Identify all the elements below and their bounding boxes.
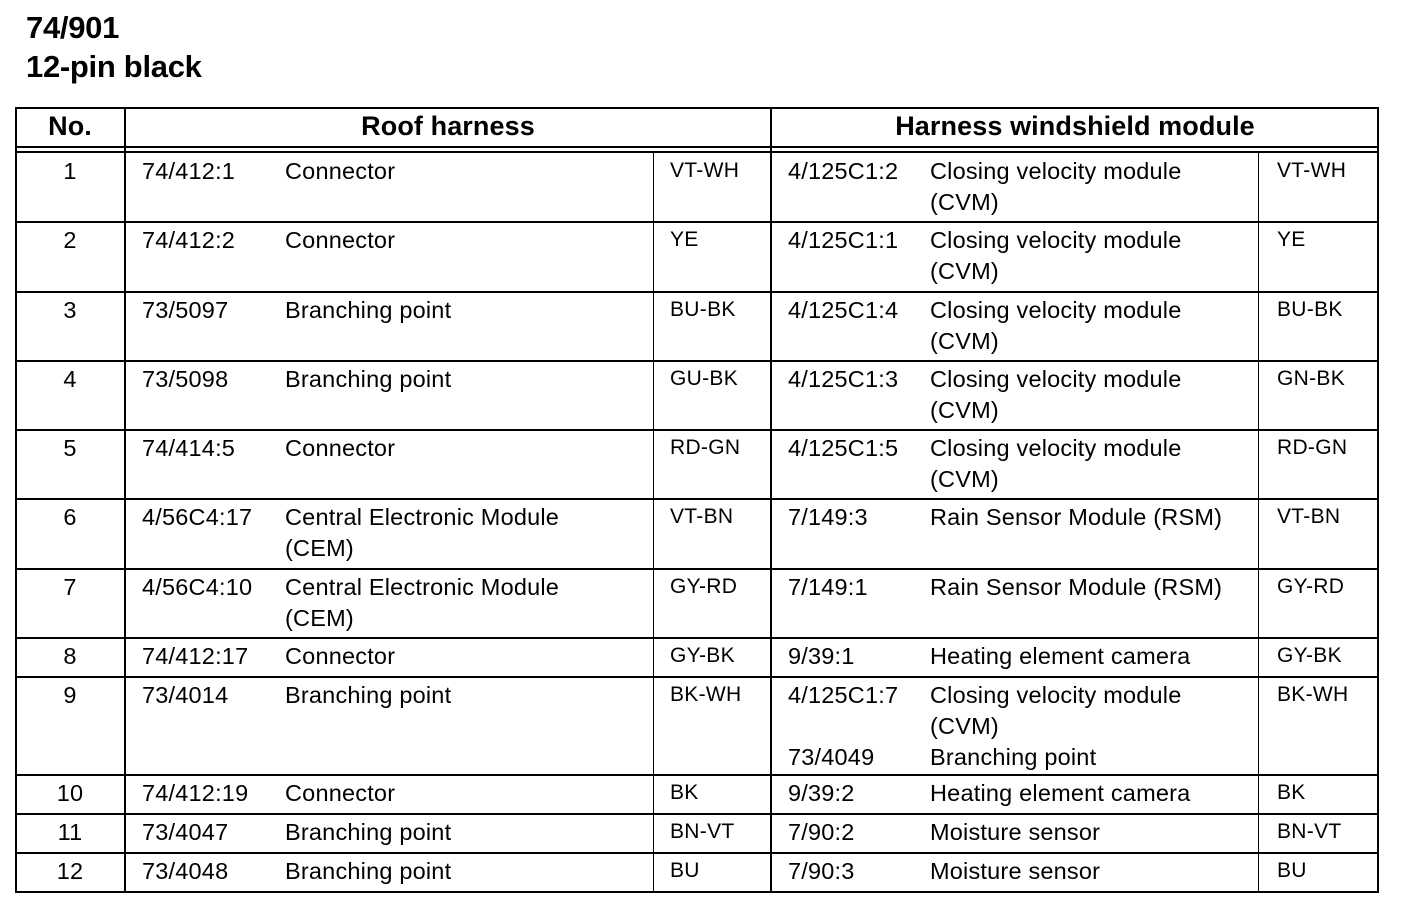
windshield-wire-color: BN-VT <box>1277 820 1342 843</box>
header-windshield-harness: Harness windshield module <box>895 111 1255 141</box>
row-divider <box>15 568 1379 570</box>
windshield-description: Branching point <box>930 744 1097 770</box>
windshield-code: 4/125C1:5 <box>788 435 899 461</box>
roof-wire-color: BU-BK <box>670 298 736 321</box>
windshield-wire-color: BK-WH <box>1277 683 1349 706</box>
roof-wire-color: GU-BK <box>670 367 739 390</box>
windshield-description: (CVM) <box>930 189 999 215</box>
pin-number: 10 <box>56 780 84 806</box>
pin-number: 5 <box>63 435 77 461</box>
connector-id: 74/901 <box>26 10 120 45</box>
pin-number: 11 <box>57 819 83 845</box>
row-divider <box>15 360 1379 362</box>
windshield-description: (CVM) <box>930 397 999 423</box>
roof-description: Branching point <box>285 682 452 708</box>
roof-description: (CEM) <box>285 605 354 631</box>
column-divider-roof-color <box>653 152 654 893</box>
roof-wire-color: BN-VT <box>670 820 735 843</box>
row-divider <box>15 852 1379 854</box>
windshield-wire-color: VT-BN <box>1277 505 1341 528</box>
row-divider <box>15 498 1379 500</box>
roof-wire-color: GY-RD <box>670 575 738 598</box>
row-divider <box>15 291 1379 293</box>
header-no: No. <box>48 111 92 141</box>
windshield-description: Heating element camera <box>930 643 1191 669</box>
roof-description: Branching point <box>285 297 452 323</box>
windshield-code: 7/149:3 <box>788 504 868 530</box>
windshield-wire-color: GY-RD <box>1277 575 1345 598</box>
windshield-code: 4/125C1:1 <box>788 227 899 253</box>
roof-wire-color: VT-BN <box>670 505 734 528</box>
windshield-wire-color: YE <box>1277 228 1306 251</box>
windshield-description: Rain Sensor Module (RSM) <box>930 504 1223 530</box>
row-divider <box>15 429 1379 431</box>
windshield-code: 9/39:1 <box>788 643 855 669</box>
windshield-wire-color: BU-BK <box>1277 298 1343 321</box>
windshield-code: 4/125C1:4 <box>788 297 899 323</box>
header-divider-upper <box>15 146 1379 148</box>
roof-description: Branching point <box>285 366 452 392</box>
pin-number: 7 <box>63 574 77 600</box>
windshield-code: 4/125C1:7 <box>788 682 899 708</box>
roof-code: 73/4048 <box>142 858 229 884</box>
pin-number: 4 <box>63 366 77 392</box>
pin-number: 2 <box>63 227 77 253</box>
roof-description: (CEM) <box>285 535 354 561</box>
roof-code: 73/5097 <box>142 297 229 323</box>
windshield-description: Moisture sensor <box>930 819 1101 845</box>
pin-number: 9 <box>63 682 77 708</box>
windshield-code: 7/90:3 <box>788 858 855 884</box>
windshield-code: 73/4049 <box>788 744 875 770</box>
windshield-wire-color: RD-GN <box>1277 436 1348 459</box>
roof-description: Branching point <box>285 819 452 845</box>
windshield-description: Heating element camera <box>930 780 1191 806</box>
roof-code: 74/412:2 <box>142 227 236 253</box>
roof-code: 74/412:19 <box>142 780 249 806</box>
header-divider-lower <box>15 151 1379 153</box>
roof-wire-color: YE <box>670 228 699 251</box>
windshield-wire-color: BK <box>1277 781 1306 804</box>
windshield-description: Moisture sensor <box>930 858 1101 884</box>
row-divider <box>15 774 1379 776</box>
connector-description: 12-pin black <box>26 49 202 84</box>
roof-wire-color: VT-WH <box>670 159 740 182</box>
roof-code: 74/414:5 <box>142 435 236 461</box>
windshield-description: Closing velocity module <box>930 297 1182 323</box>
windshield-description: Closing velocity module <box>930 682 1182 708</box>
pin-number: 12 <box>56 858 84 884</box>
roof-code: 4/56C4:17 <box>142 504 253 530</box>
pin-number: 8 <box>63 643 77 669</box>
roof-wire-color: GY-BK <box>670 644 735 667</box>
windshield-code: 4/125C1:3 <box>788 366 899 392</box>
roof-description: Connector <box>285 643 396 669</box>
windshield-description: (CVM) <box>930 258 999 284</box>
roof-description: Connector <box>285 435 396 461</box>
windshield-wire-color: GY-BK <box>1277 644 1342 667</box>
pin-table <box>15 107 1379 893</box>
header-roof-harness: Roof harness <box>361 111 535 141</box>
windshield-description: (CVM) <box>930 713 999 739</box>
pin-number: 6 <box>63 504 77 530</box>
row-divider <box>15 221 1379 223</box>
row-divider <box>15 676 1379 678</box>
roof-code: 74/412:1 <box>142 158 236 184</box>
windshield-description: Closing velocity module <box>930 227 1182 253</box>
windshield-description: Rain Sensor Module (RSM) <box>930 574 1223 600</box>
windshield-description: (CVM) <box>930 466 999 492</box>
windshield-wire-color: VT-WH <box>1277 159 1347 182</box>
windshield-description: Closing velocity module <box>930 158 1182 184</box>
roof-description: Central Electronic Module <box>285 574 560 600</box>
roof-description: Connector <box>285 780 396 806</box>
roof-wire-color: BK <box>670 781 699 804</box>
table-border-top <box>15 107 1379 109</box>
windshield-code: 7/90:2 <box>788 819 855 845</box>
windshield-code: 9/39:2 <box>788 780 855 806</box>
windshield-description: Closing velocity module <box>930 366 1182 392</box>
roof-wire-color: BU <box>670 859 700 882</box>
roof-code: 4/56C4:10 <box>142 574 253 600</box>
roof-code: 73/4047 <box>142 819 229 845</box>
roof-description: Branching point <box>285 858 452 884</box>
windshield-code: 7/149:1 <box>788 574 868 600</box>
windshield-wire-color: BU <box>1277 859 1307 882</box>
roof-description: Central Electronic Module <box>285 504 560 530</box>
windshield-wire-color: GN-BK <box>1277 367 1346 390</box>
roof-description: Connector <box>285 227 396 253</box>
windshield-description: (CVM) <box>930 328 999 354</box>
roof-code: 73/5098 <box>142 366 229 392</box>
windshield-description: Closing velocity module <box>930 435 1182 461</box>
roof-wire-color: RD-GN <box>670 436 741 459</box>
roof-wire-color: BK-WH <box>670 683 742 706</box>
pin-number: 1 <box>63 158 77 184</box>
row-divider <box>15 813 1379 815</box>
table-border-bottom <box>15 891 1379 893</box>
roof-code: 73/4014 <box>142 682 229 708</box>
windshield-code: 4/125C1:2 <box>788 158 899 184</box>
column-divider-ws-color <box>1258 152 1259 893</box>
roof-description: Connector <box>285 158 396 184</box>
pin-number: 3 <box>63 297 77 323</box>
roof-code: 74/412:17 <box>142 643 249 669</box>
row-divider <box>15 637 1379 639</box>
